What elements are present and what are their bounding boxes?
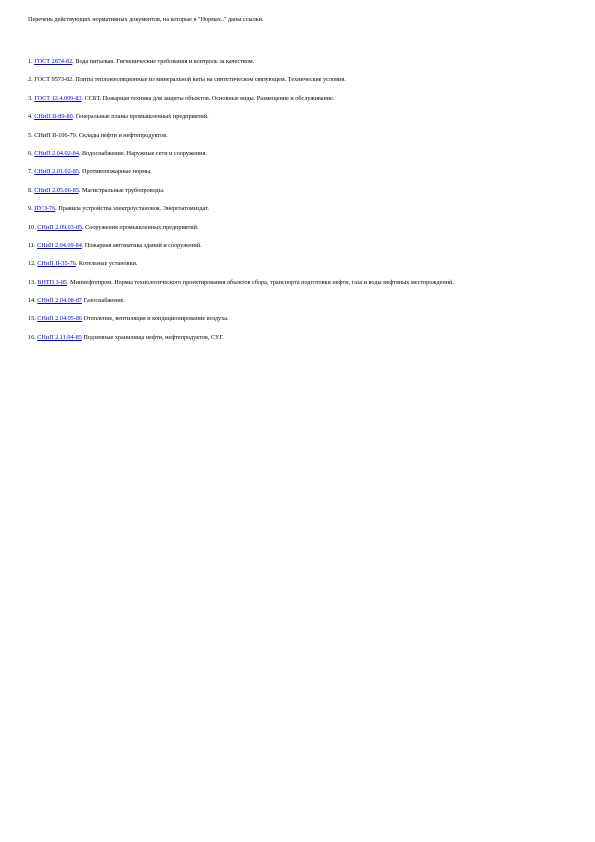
document-description: . ССБТ. Пожарная техника для защиты объектов. Основные виды. Размещение и обслуживание. xyxy=(81,94,335,102)
list-item xyxy=(28,260,563,268)
item-number: 6. xyxy=(28,149,33,157)
list-item xyxy=(28,168,563,176)
document-link[interactable]: СНиП 2.09.03-85 xyxy=(37,223,83,231)
document-link[interactable]: СНиП 2.04.08-87 xyxy=(37,297,83,305)
item-number: 8. xyxy=(28,186,33,194)
item-number: 11. xyxy=(28,241,36,249)
document-link[interactable]: СНиП 2.05.06-85 xyxy=(34,186,79,194)
document-link[interactable]: СНиП II-35-76 xyxy=(37,260,76,268)
document-page xyxy=(28,16,563,352)
document-link[interactable]: ВНТП 3-85 xyxy=(37,278,68,286)
document-link[interactable]: СНиП 2.04.05-86 xyxy=(37,315,83,323)
list-item xyxy=(28,76,563,84)
document-link[interactable]: ГОСТ 12.4.009-83 xyxy=(34,94,82,102)
document-link[interactable]: СНиП II-89-80 xyxy=(34,113,73,121)
document-title: Перечень действующих нормативных документов, на которые в "Нормах.." даны ссылки. xyxy=(28,16,264,23)
normative-documents-list xyxy=(28,58,563,342)
list-item xyxy=(28,297,563,305)
item-number: 10. xyxy=(28,223,36,231)
list-item xyxy=(28,113,563,121)
item-number: 12. xyxy=(28,260,36,268)
item-number: 14. xyxy=(28,297,36,305)
item-number: 1. xyxy=(28,58,33,65)
document-link[interactable]: ГОСТ 2874-82 xyxy=(34,58,73,65)
list-item xyxy=(28,242,563,250)
list-item xyxy=(28,315,563,323)
document-description: Подземные хранилища нефти, нефтепродуктов, СУГ. xyxy=(81,333,224,341)
list-item xyxy=(28,58,563,66)
list-item xyxy=(28,334,563,342)
document-description: . Миннефтепром. Нормы технологического проектирования объектов сбора, транспорта подготовки нефти, газа и воды нефтяных месторождений. xyxy=(67,278,454,286)
list-item xyxy=(28,205,563,213)
item-number: 13. xyxy=(28,278,36,286)
list-item xyxy=(28,224,563,232)
document-description: Отопление, вентиляция и кондиционирование воздуха. xyxy=(82,315,229,323)
document-link[interactable]: СНиП 2.11.04-85 xyxy=(37,333,82,341)
list-item xyxy=(28,187,563,195)
document-code: ГОСТ 9573-82 xyxy=(34,76,73,84)
document-description: . Водоснабжение. Наружные сети и сооружения. xyxy=(78,149,207,157)
document-description: . Плиты теплоизоляционные из минеральной ваты на синтетическом связующем. Технические условия. xyxy=(72,76,346,84)
document-link[interactable]: СНиП 2.01.02-85 xyxy=(34,168,79,176)
document-description: Газоснабжение. xyxy=(82,297,126,305)
list-item xyxy=(28,132,563,140)
document-description: . Склады нефти и нефтепродуктов. xyxy=(75,131,168,139)
document-link[interactable]: СНиП 2.04.02-84 xyxy=(34,149,79,157)
list-item xyxy=(28,279,563,287)
document-description: . Правила устройства электроустановок. Энергоатомиздат. xyxy=(55,205,209,213)
document-description: . Сооружения промышленных предприятий. xyxy=(82,223,199,231)
document-description: . Пожарная автоматика зданий и сооружений. xyxy=(81,241,202,249)
document-description: . Противопожарные нормы. xyxy=(78,168,152,176)
document-description: . Котельные установки. xyxy=(75,260,138,268)
item-number: 3. xyxy=(28,94,33,102)
document-link[interactable]: ПУЭ-76 xyxy=(34,205,56,213)
item-number: 9. xyxy=(28,205,33,213)
item-number: 15. xyxy=(28,315,36,323)
item-number: 2. xyxy=(28,76,33,84)
list-item xyxy=(28,95,563,103)
document-code: СНиП II-106-79 xyxy=(34,131,76,139)
document-link[interactable]: СНиП 2.04.09-84 xyxy=(37,241,82,249)
document-description: . Магистральные трубопроводы. xyxy=(78,186,165,194)
document-description: . Генеральные планы промышленных предприятий. xyxy=(72,113,209,121)
item-number: 16. xyxy=(28,333,36,341)
document-description: . Вода питьевая. Гигиенические требования и контроль за качеством. xyxy=(72,58,255,65)
item-number: 5. xyxy=(28,131,33,139)
list-item xyxy=(28,150,563,158)
item-number: 4. xyxy=(28,113,33,121)
item-number: 7. xyxy=(28,168,33,176)
